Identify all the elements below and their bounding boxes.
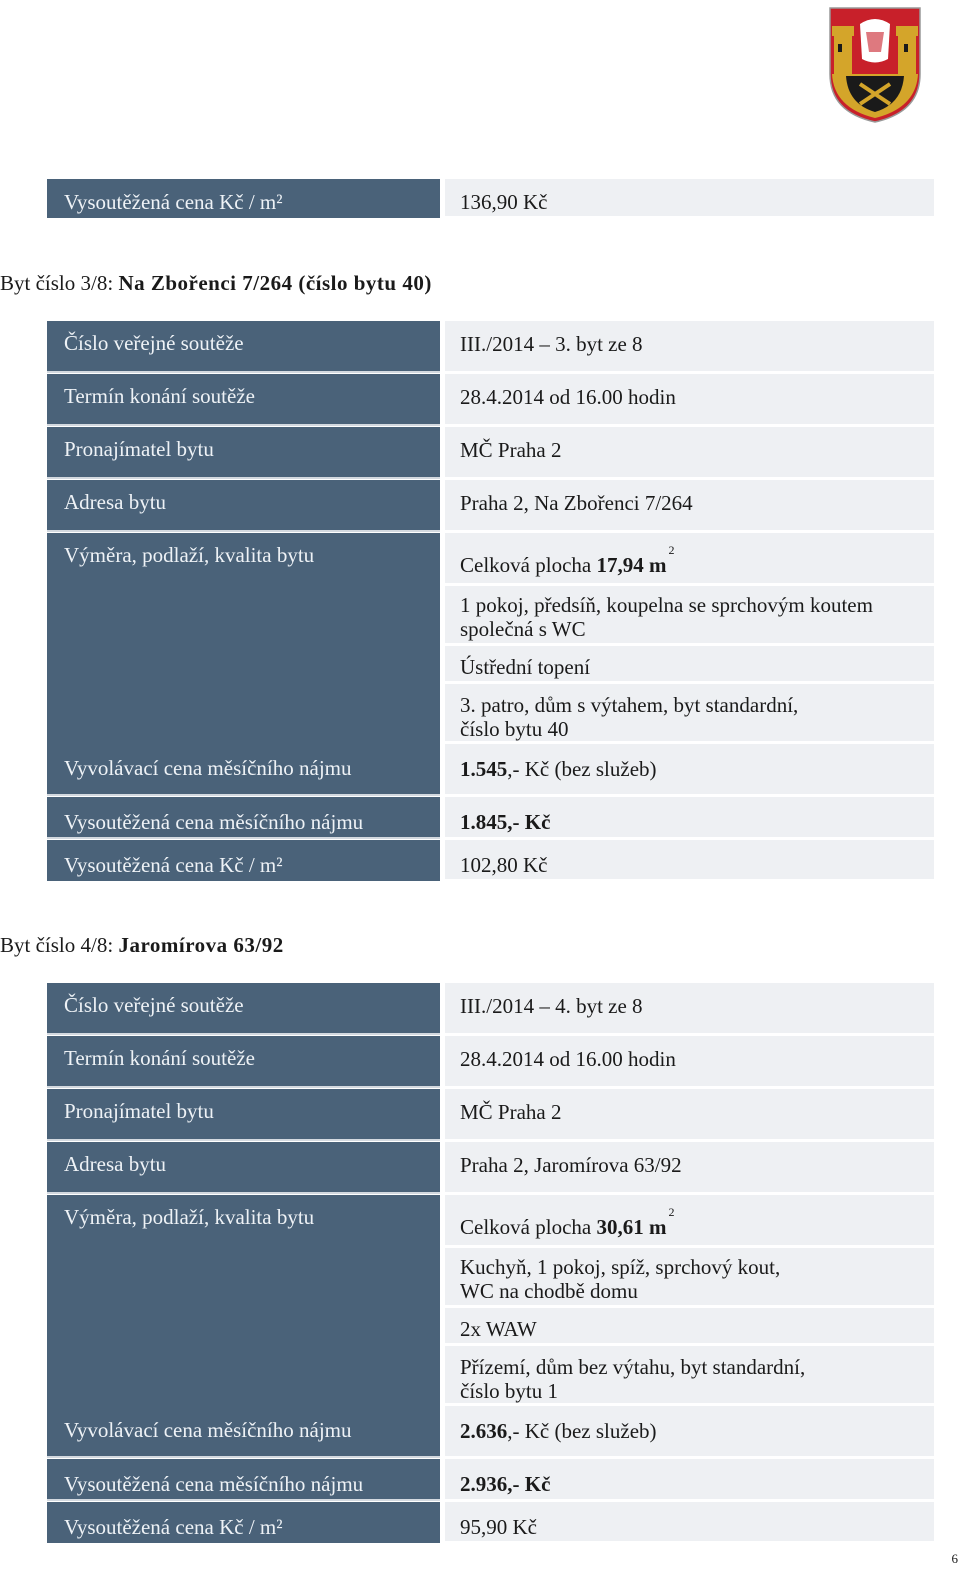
s2-cislo-label: Číslo veřejné soutěže (47, 983, 440, 1035)
s2-patro-value: Přízemí, dům bez výtahu, byt standardní, číslo bytu 1 (445, 1346, 934, 1405)
s2-pronajimatel-label: Pronajímatel bytu (47, 1089, 440, 1141)
s1-plocha-value: Celková plocha 17,94 $m^2$ (445, 533, 934, 585)
s2-cislo-value: III./2014 – 4. byt ze 8 (445, 983, 934, 1035)
s1-vysoutezena-value: 1.845,- Kč (445, 797, 934, 839)
s1-pronajimatel-value: MČ Praha 2 (445, 427, 934, 479)
s2-dispozice-value: Kuchyň, 1 pokoj, spíž, sprchový kout, WC na chodbě domu (445, 1248, 934, 1307)
s2-vysoutezena-label: Vysoutěžená cena měsíčního nájmu (47, 1459, 440, 1501)
s1-adresa-value: Praha 2, Na Zbořenci 7/264 (445, 480, 934, 532)
top-price-per-m2-label: Vysoutěžená cena Kč / m² (47, 179, 440, 218)
s2-adresa-value: Praha 2, Jaromírova 63/92 (445, 1142, 934, 1194)
s1-vyvolavaci-value: 1.545,- Kč (bez služeb) (445, 744, 934, 796)
s1-vymera-label: Výměra, podlaží, kvalita bytu (64, 543, 315, 567)
prague-2-coat-of-arms-icon (826, 4, 924, 124)
s1-adresa-label: Adresa bytu (47, 480, 440, 532)
s1-vymera-vyvolavaci-label (47, 533, 440, 796)
s2-vymera-vyvolavaci-label (47, 1195, 440, 1458)
s2-pronajimatel-value: MČ Praha 2 (445, 1089, 934, 1141)
s1-vyvolavaci-label: Vyvolávací cena měsíčního nájmu (64, 756, 352, 780)
s1-patro-value: 3. patro, dům s výtahem, byt standardní, číslo bytu 40 (445, 684, 934, 743)
s2-vyvolavaci-label: Vyvolávací cena měsíčního nájmu (64, 1418, 352, 1442)
s2-vyvolavaci-value: 2.636,- Kč (bez služeb) (445, 1406, 934, 1458)
top-price-per-m2-value: 136,90 Kč (445, 179, 934, 218)
s2-plocha-value: Celková plocha 30,61 $m^2$ (445, 1195, 934, 1247)
s1-dispozice-value: 1 pokoj, předsíň, koupelna se sprchovým koutem společná s WC (445, 586, 934, 645)
page-number: 6 (951, 1551, 958, 1566)
s1-topeni-value: Ústřední topení (445, 646, 934, 683)
s2-termin-label: Termín konání soutěže (47, 1036, 440, 1088)
s1-pronajimatel-label: Pronajímatel bytu (47, 427, 440, 479)
s1-cena-m2-label: Vysoutěžená cena Kč / m² (47, 840, 440, 881)
s1-cislo-label: Číslo veřejné soutěže (47, 321, 440, 373)
s1-cislo-value: III./2014 – 3. byt ze 8 (445, 321, 934, 373)
s2-topeni-value: 2x WAW (445, 1308, 934, 1345)
s1-termin-label: Termín konání soutěže (47, 374, 440, 426)
s1-vysoutezena-label: Vysoutěžená cena měsíčního nájmu (47, 797, 440, 839)
s2-termin-value: 28.4.2014 od 16.00 hodin (445, 1036, 934, 1088)
s2-adresa-label: Adresa bytu (47, 1142, 440, 1194)
section2-heading: Byt číslo 4/8: Jaromírova 63/92 (0, 933, 284, 957)
s2-vymera-label: Výměra, podlaží, kvalita bytu (64, 1205, 315, 1229)
s2-cena-m2-value: 95,90 Kč (445, 1502, 934, 1543)
s2-cena-m2-label: Vysoutěžená cena Kč / m² (47, 1502, 440, 1543)
s1-termin-value: 28.4.2014 od 16.00 hodin (445, 374, 934, 426)
s1-cena-m2-value: 102,80 Kč (445, 840, 934, 881)
s2-vysoutezena-value: 2.936,- Kč (445, 1459, 934, 1501)
section1-heading: Byt číslo 3/8: Na Zbořenci 7/264 (číslo bytu 40) (0, 271, 432, 295)
